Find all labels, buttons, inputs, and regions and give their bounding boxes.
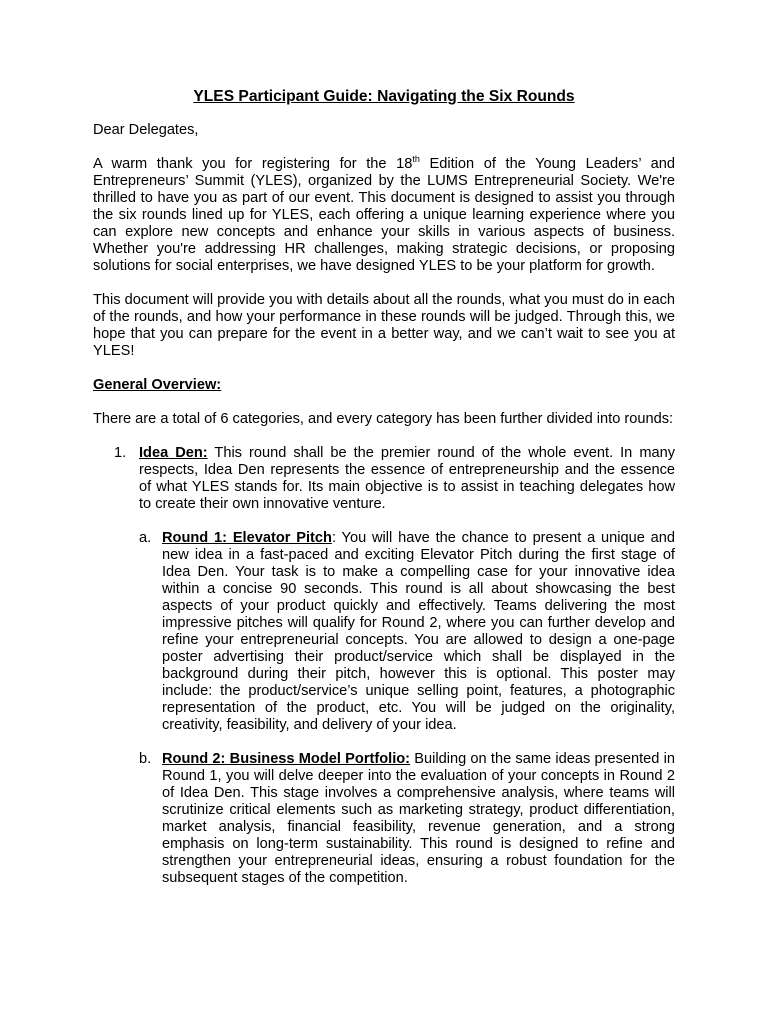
item-text: This round shall be the premier round of the whole event. In many respects, Idea Den represents the essence of entrepreneurship and the essence of what YLES stands for. Its main objective is to assist in teaching delegates how to create their own innovative venture. [139,445,676,512]
round-label: Round 2: Business Model Portfolio: [162,751,411,767]
intro-paragraph [93,156,675,275]
sublist-item-round-1 [93,530,675,734]
round-text: Building on the same ideas presented in Round 1, you will delve deeper into the evaluation of your concepts in Round 2 of Idea Den. This stage involves a comprehensive analysis, where teams will scrutinize critical elements such as marketing strategy, product differentiation, market analysis, financial feasibility, revenue generation, and a strong emphasis on long-term sustainability. This round is designed to refine and strengthen your entrepreneurial ideas, ensuring a robust foundation for the subsequent stages of the competition. [162,751,675,886]
round-label: Round 1: Elevator Pitch [162,530,332,546]
section-heading-overview: General Overview: [93,377,222,393]
salutation: Dear Delegates, [93,122,199,138]
item-label: Idea Den: [139,445,208,461]
round-text: : You will have the chance to present a unique and new idea in a fast-paced and exciting Elevator Pitch during the first stage of Idea Den. Your task is to make a compelling case for your innovative idea within a concise 90 seconds. This round is all about showcasing the best aspects of your product quickly and effectively. Teams delivering the most impressive pitches will qualify for Round 2, where you can further develop and refine your entrepreneurial concepts. You are allowed to design a one-page poster advertising their product/service which shall be displayed in the background during their pitch, however this is optional. This poster may include: the product/service’s unique selling point, features, a photographic representation of the product, etc. You will be judged on the originality, creativity, feasibility, and delivery of your idea. [162,530,676,733]
intro-text-start: A warm thank you for registering for the 18 [93,156,413,172]
purpose-paragraph: This document will provide you with details about all the rounds, what you must do in each of the rounds, and how your performance in these rounds will be judged. Through this, we hope that you can prepare for the event in a better way, and we can’t wait to see you at YLES! [93,292,675,359]
list-item-idea-den [93,445,675,513]
overview-paragraph: There are a total of 6 categories, and every category has been further divided into rounds: [93,411,674,427]
intro-text-end: Edition of the Young Leaders’ and Entrepreneurs’ Summit (YLES), organized by the LUMS Entrepreneurial Society. We're thrilled to have you as part of our event. This document is designed to assist you through the six rounds lined up for YLES, each offering a unique learning experience where you can explore new concepts and enhance your skills in various aspects of business. Whether you're addressing HR challenges, making strategic decisions, or proposing solutions for social enterprises, we have designed YLES to be your platform for growth. [93,156,675,274]
page-title: YLES Participant Guide: Navigating the Six Rounds [193,88,575,105]
document-page [93,88,675,904]
list-marker: 1. [114,445,127,461]
sublist-marker: a. [139,530,152,546]
sublist-marker: b. [139,751,152,767]
sublist-item-round-2 [93,751,675,887]
edition-superscript: th [412,154,420,165]
